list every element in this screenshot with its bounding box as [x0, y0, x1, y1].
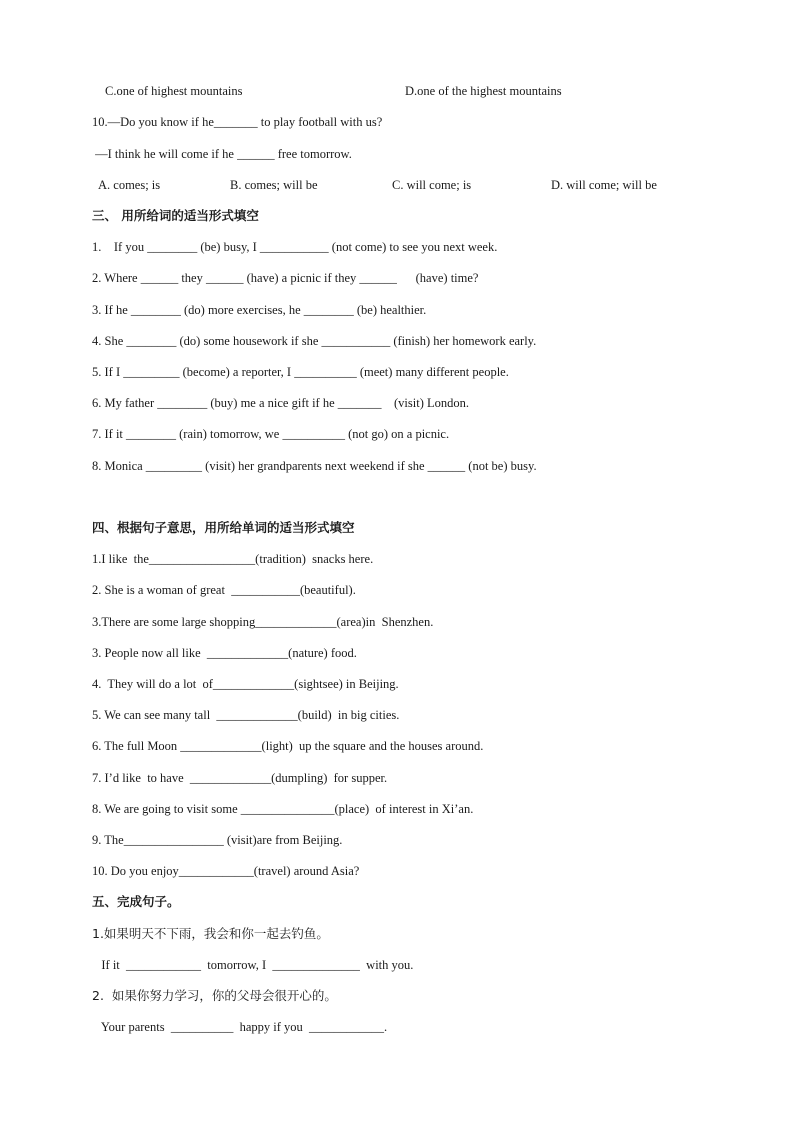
section5-heading: 五、完成句子。 — [92, 894, 180, 909]
q10-option-d: D. will come; will be — [551, 178, 657, 192]
q10-option-c: C. will come; is — [392, 178, 472, 192]
section3-item: 7. If it ________ (rain) tomorrow, we __________ (not go) on a picnic. — [92, 427, 450, 441]
section4-item: 7. I’d like to have _____________(dumpling) for supper. — [92, 771, 388, 785]
q10-answer-line: —I think he will come if he ______ free tomorrow. — [92, 147, 352, 161]
section4-item: 3.There are some large shopping_____________(area)in Shenzhen. — [92, 615, 434, 629]
section4-item: 3. People now all like _____________(nature) food. — [92, 646, 357, 660]
section3-item: 5. If I _________ (become) a reporter, I __________ (meet) many different people. — [92, 365, 509, 379]
section4-item: 8. We are going to visit some _______________(place) of interest in Xi’an. — [92, 802, 474, 816]
section4-item: 1.I like the_________________(tradition) snacks here. — [92, 552, 374, 566]
section3-item: 1. If you ________ (be) busy, I ___________ (not come) to see you next week. — [92, 240, 498, 254]
section4-item: 2. She is a woman of great ___________(beautiful). — [92, 583, 356, 597]
q10-option-b: B. comes; will be — [230, 178, 318, 192]
section4-item: 5. We can see many tall _____________(build) in big cities. — [92, 708, 400, 722]
q10-question: 10.—Do you know if he_______ to play football with us? — [92, 115, 383, 129]
section3-item: 4. She ________ (do) some housework if she ___________ (finish) her homework early. — [92, 334, 537, 348]
section4-item: 6. The full Moon _____________(light) up the square and the houses around. — [92, 739, 484, 753]
q10-option-a: A. comes; is — [98, 178, 161, 192]
section4-item: 4. They will do a lot of_____________(sightsee) in Beijing. — [92, 677, 399, 691]
section5-q1-chinese: 1.如果明天不下雨，我会和你一起去钓鱼。 — [92, 926, 329, 941]
section4-heading: 四、根据句子意思，用所给单词的适当形式填空 — [92, 520, 355, 535]
section5-q2-english: Your parents __________ happy if you ____________. — [92, 1020, 388, 1034]
section3-item: 3. If he ________ (do) more exercises, he ________ (be) healthier. — [92, 303, 427, 317]
q9-option-c: C.one of highest mountains — [105, 84, 243, 98]
section5-q1-english: If it ____________ tomorrow, I ______________ with you. — [92, 958, 414, 972]
section4-item: 10. Do you enjoy____________(travel) around Asia? — [92, 864, 360, 878]
section3-item: 2. Where ______ they ______ (have) a picnic if they ______ (have) time? — [92, 271, 479, 285]
section3-item: 8. Monica _________ (visit) her grandparents next weekend if she ______ (not be) busy. — [92, 459, 537, 473]
q9-option-d: D.one of the highest mountains — [405, 84, 562, 98]
section5-q2-chinese: 2. 如果你努力学习，你的父母会很开心的。 — [92, 988, 337, 1003]
section3-item: 6. My father ________ (buy) me a nice gift if he _______ (visit) London. — [92, 396, 470, 410]
section4-item: 9. The________________ (visit)are from Beijing. — [92, 833, 343, 847]
section3-heading: 三、 用所给词的适当形式填空 — [92, 208, 259, 223]
